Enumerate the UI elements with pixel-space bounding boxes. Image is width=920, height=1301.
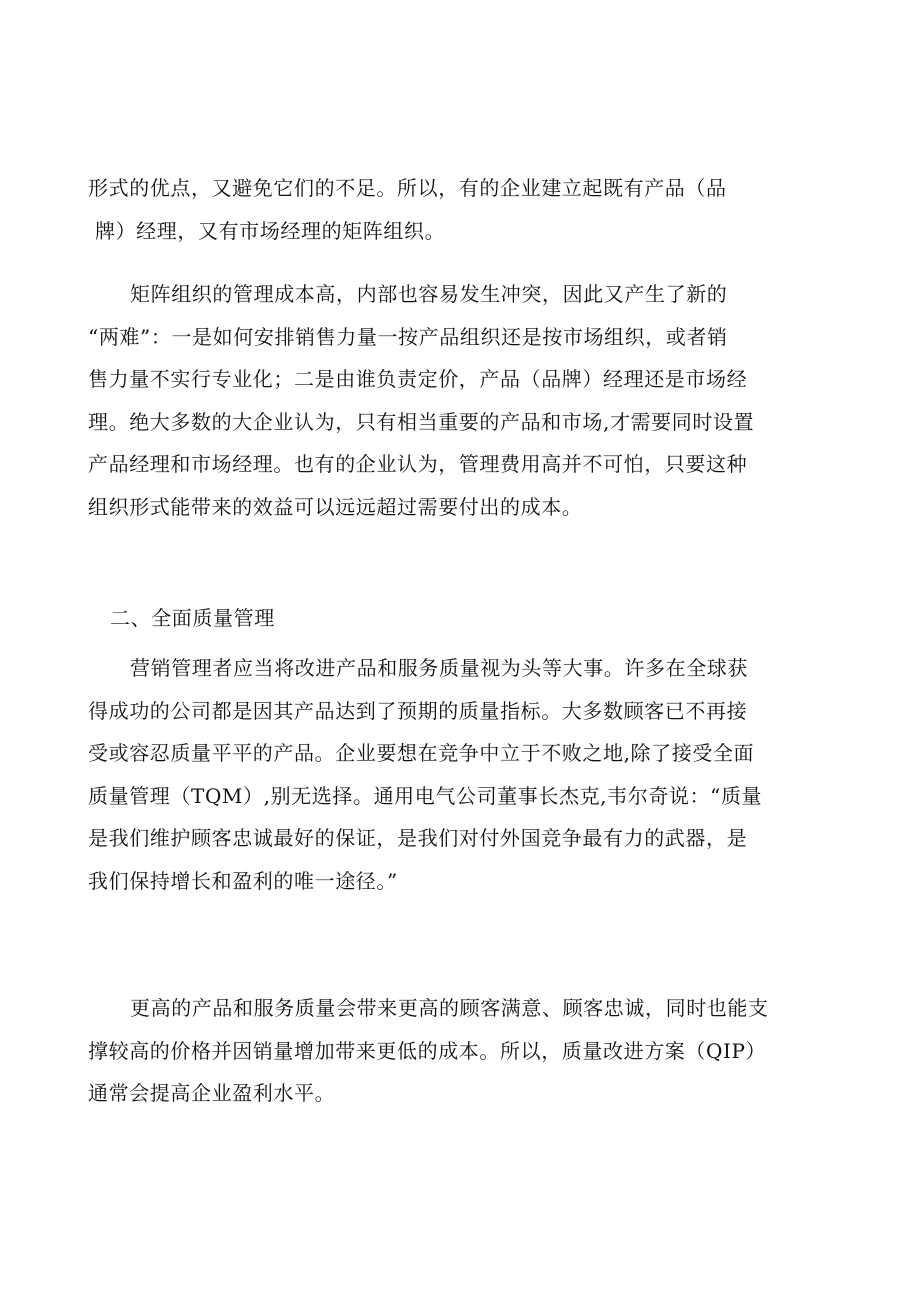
text-line: 营销管理者应当将改进产品和服务质量视为头等大事。许多在全球获 [130, 656, 748, 680]
paragraph-matrix-organization [88, 167, 848, 252]
paragraph-matrix-costs [88, 273, 848, 528]
paragraph-quality-management [88, 647, 848, 902]
text-line: 牌）经理，又有市场经理的矩阵组织。 [88, 218, 446, 243]
text-line: 通常会提高企业盈利水平。 [88, 1081, 336, 1105]
text-line: 矩阵组织的管理成本高，内部也容易发生冲突，因此又产生了新的 [130, 282, 728, 306]
text-line: 售力量不实行专业化；二是由谁负责定价，产品（品牌）经理还是市场经 [88, 367, 748, 391]
text-line: 得成功的公司都是因其产品达到了预期的质量指标。大多数顾客已不再接 [88, 698, 748, 723]
text-line: 是我们维护顾客忠诚最好的保证，是我们对付外国竞争最有力的武器，是 [88, 826, 748, 850]
text-line: 形式的优点，又避免它们的不足。所以，有的企业建立起既有产品（品 [88, 176, 727, 200]
section-heading: 二、全面质量管理 [110, 606, 275, 630]
text-line: 质量管理（TQM）,别无选择。通用电气公司董事长杰克,韦尔奇说：“质量 [88, 783, 763, 808]
text-line: 我们保持增长和盈利的唯一途径。” [88, 868, 398, 893]
text-line: 组织形式能带来的效益可以远远超过需要付出的成本。 [88, 494, 583, 519]
paragraph-quality-benefits [88, 987, 848, 1115]
text-line: “两难”：一是如何安排销售力量一按产品组织还是按市场组织，或者销 [88, 324, 728, 349]
text-line: 产品经理和市场经理。也有的企业认为，管理费用高并不可怕，只要这种 [88, 452, 748, 476]
text-line: 撑较高的价格并因销量增加带来更低的成本。所以，质量改进方案（QIP） [88, 1038, 767, 1063]
text-line: 更高的产品和服务质量会带来更高的顾客满意、顾客忠诚，同时也能支 [130, 996, 769, 1020]
text-line: 理。绝大多数的大企业认为，只有相当重要的产品和市场,才需要同时设置 [88, 409, 755, 434]
text-line: 受或容忍质量平平的产品。企业要想在竞争中立于不败之地,除了接受全面 [88, 741, 755, 765]
